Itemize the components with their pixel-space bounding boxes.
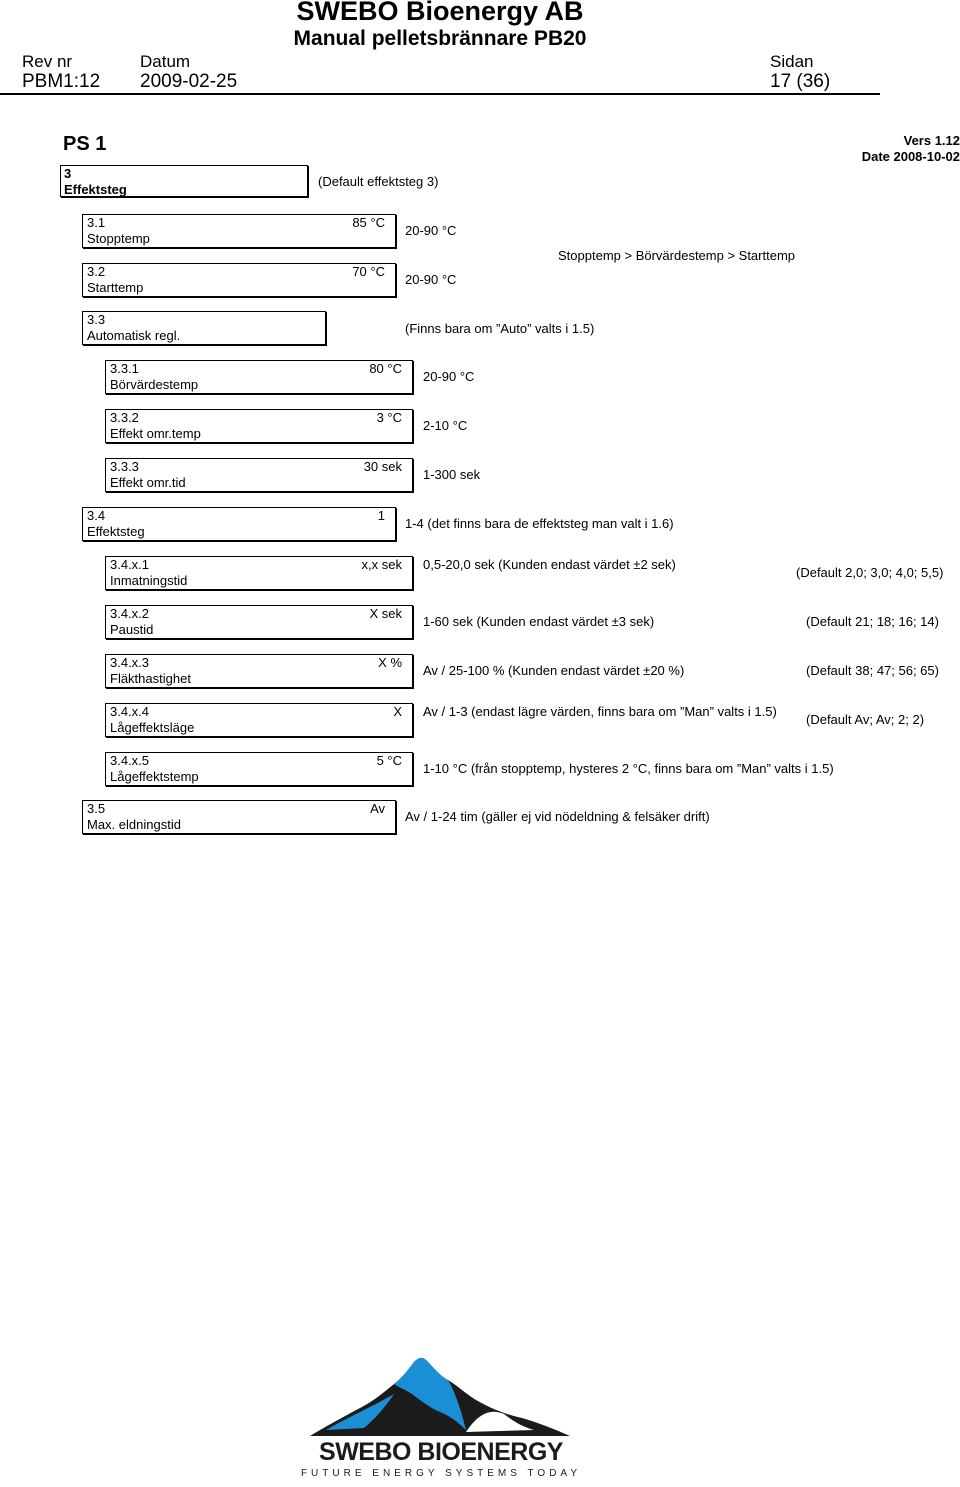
row-3-4-x-2-label: 3.4.x.2 Paustid bbox=[110, 606, 154, 637]
row-3-3-1-value: 80 °C bbox=[369, 361, 402, 376]
row-3-4-x-4-label: 3.4.x.4 Lågeffektsläge bbox=[110, 704, 195, 735]
date-value: 2009-02-25 bbox=[140, 71, 238, 92]
row-3-3-1-label: 3.3.1 Börvärdestemp bbox=[110, 361, 199, 392]
page-value: 17 (36) bbox=[770, 71, 831, 92]
row-3-4-label: 3.4 Effektsteg bbox=[87, 508, 145, 539]
row-3-4-x-2-range: 1-60 sek (Kunden endast värdet ±3 sek) bbox=[423, 614, 655, 629]
swebo-logo bbox=[290, 1350, 590, 1482]
row-3-4-x-5-value: 5 °C bbox=[376, 753, 402, 768]
header-rule bbox=[0, 93, 880, 95]
row-3-4-range: 1-4 (det finns bara de effektsteg man valt i 1.6) bbox=[405, 516, 674, 531]
row-3-2-value: 70 °C bbox=[352, 264, 385, 279]
row-3-1-range: 20-90 °C bbox=[405, 223, 457, 238]
row-3-3-1-range: 20-90 °C bbox=[423, 369, 475, 384]
manual-title: Manual pelletsbrännare PB20 bbox=[293, 27, 587, 50]
row-3-4-x-3-label: 3.4.x.3 Fläkthastighet bbox=[110, 655, 191, 686]
rev-value: PBM1:12 bbox=[22, 71, 101, 92]
company-name: SWEBO Bioenergy AB bbox=[296, 0, 584, 26]
row-3-4-x-2-default: (Default 21; 18; 16; 14) bbox=[806, 614, 939, 629]
logo-wordmark: SWEBO BIOENERGY bbox=[319, 1438, 563, 1466]
row-3-2-range: 20-90 °C bbox=[405, 272, 457, 287]
row-3-5-value: Av bbox=[370, 801, 385, 816]
row-3-4-x-4-default: (Default Av; Av; 2; 2) bbox=[806, 712, 925, 727]
row-3-3-2-label: 3.3.2 Effekt omr.temp bbox=[110, 410, 201, 441]
logo-tagline: FUTURE ENERGY SYSTEMS TODAY bbox=[300, 1468, 582, 1479]
stopptemp-note: Stopptemp > Börvärdestemp > Starttemp bbox=[558, 248, 796, 263]
ps-title: PS 1 bbox=[63, 133, 107, 155]
section-default-note: (Default effektsteg 3) bbox=[318, 174, 439, 189]
row-3-4-x-1-default: (Default 2,0; 3,0; 4,0; 5,5) bbox=[796, 565, 944, 580]
section-name: Effektsteg bbox=[64, 182, 127, 197]
row-3-3-3-label: 3.3.3 Effekt omr.tid bbox=[110, 459, 186, 490]
row-3-4-x-1-range: 0,5-20,0 sek (Kunden endast värdet ±2 sek) bbox=[423, 557, 676, 572]
row-3-4-x-2-value: X sek bbox=[369, 606, 402, 621]
row-3-4-x-1-value: x,x sek bbox=[361, 557, 402, 572]
version-date: Date 2008-10-02 bbox=[861, 149, 960, 164]
row-3-4-x-3-value: X % bbox=[378, 655, 402, 670]
row-3-4-x-1-label: 3.4.x.1 Inmatningstid bbox=[110, 557, 188, 588]
row-3-3-2-range: 2-10 °C bbox=[423, 418, 468, 433]
date-label: Datum bbox=[140, 52, 191, 71]
row-3-1-value: 85 °C bbox=[352, 215, 385, 230]
page-label: Sidan bbox=[770, 52, 814, 71]
rev-label: Rev nr bbox=[22, 52, 73, 71]
row-3-4-x-3-default: (Default 38; 47; 56; 65) bbox=[806, 663, 939, 678]
row-3-3-label: 3.3 Automatisk regl. bbox=[87, 312, 181, 343]
row-3-4-value: 1 bbox=[377, 508, 385, 523]
row-3-5-label: 3.5 Max. eldningstid bbox=[87, 801, 181, 832]
row-3-3-3-value: 30 sek bbox=[363, 459, 402, 474]
row-3-5-range: Av / 1-24 tim (gäller ej vid nödeldning & felsäker drift) bbox=[405, 809, 710, 824]
row-3-4-x-5-range: 1-10 °C (från stopptemp, hysteres 2 °C, finns bara om ”Man” valts i 1.5) bbox=[423, 761, 834, 776]
row-3-1-label: 3.1 Stopptemp bbox=[87, 215, 150, 246]
row-3-4-x-4-value: X bbox=[393, 704, 402, 719]
row-3-2-label: 3.2 Starttemp bbox=[87, 264, 144, 295]
row-3-4-x-5-label: 3.4.x.5 Lågeffektstemp bbox=[110, 753, 199, 784]
row-3-3-3-range: 1-300 sek bbox=[423, 467, 481, 482]
row-3-4-x-4-range: Av / 1-3 (endast lägre värden, finns bara om ”Man” valts i 1.5) bbox=[423, 704, 777, 719]
row-3-3-range: (Finns bara om ”Auto” valts i 1.5) bbox=[405, 321, 595, 336]
version-text: Vers 1.12 bbox=[903, 133, 960, 148]
section-number: 3 bbox=[64, 166, 72, 181]
row-3-3-2-value: 3 °C bbox=[376, 410, 402, 425]
version-block bbox=[660, 133, 960, 165]
row-3-4-x-3-range: Av / 25-100 % (Kunden endast värdet ±20 %) bbox=[423, 663, 685, 678]
